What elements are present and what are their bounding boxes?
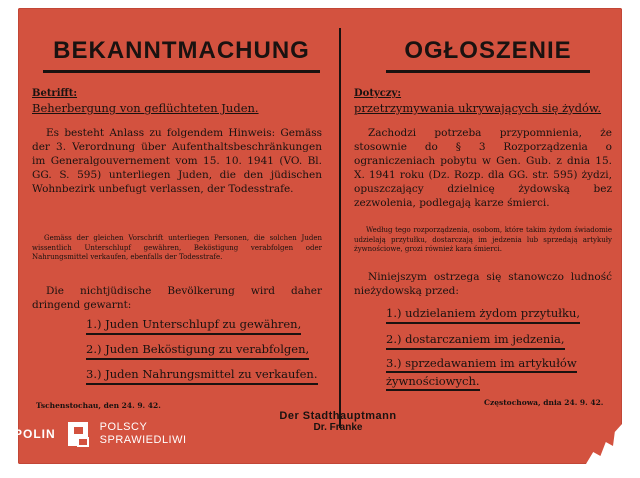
polin-logo-line-2: SPRAWIEDLIWI [99,434,187,446]
german-betrifft-label: Betrifft: [32,88,78,99]
polish-item-3 [386,354,586,392]
polin-logo-text [100,421,187,447]
polish-column [350,8,612,407]
polin-logo-line-1: POLSCY [99,421,148,433]
german-item-3: 3.) Juden Nahrungsmittel zu verkaufen. [86,367,318,385]
polish-subject: przetrzymywania ukrywających się żydów. [354,101,602,115]
polish-item-2: 2.) dostarczaniem im jedzenia, [386,332,565,350]
german-small-paragraph: Gemäss der gleichen Vorschrift unterliegen Personen, die solchen Juden wissentlich Unterschlupf gewähren, Beköstigung verabfolgen oder Nahrungsmittel verkaufen, ebenfalls der Todesstrafe. [32,234,322,261]
polish-item-3-text: 3.) sprzedawaniem im artykułów żywnościowych. [386,356,577,391]
german-paragraph-2: Die nichtjüdische Bevölkerung wird daher dringend gewarnt: [32,285,322,311]
german-title: BEKANNTMACHUNG [43,36,320,73]
polin-logo [14,420,187,448]
german-item-2: 2.) Juden Beköstigung zu verabfolgen, [86,342,309,360]
signature-name: Dr. Franke [313,422,363,433]
column-divider [339,28,341,428]
polish-dotyczy-label: Dotyczy: [354,88,402,99]
signature-title: Der Stadthauptmann [279,410,397,422]
polish-title: OGŁOSZENIE [386,36,590,73]
german-dateline: Tschenstochau, den 24. 9. 42. [36,401,161,410]
german-column [28,8,322,410]
german-paragraph-1: Es besteht Anlass zu folgendem Hinweis: Gemäss der 3. Verordnung über Aufenthaltsbeschränkungen im Generalgouvernement vom 15. 10. 1941 (VO. Bl. GG. S. 595) unterliegen Juden, die den jüdischen Wohnbezirk unbefugt verlassen, der Todesstrafe. [32,127,322,195]
poster [18,8,622,464]
signature-block [248,410,428,433]
torn-corner [586,424,622,464]
polish-paragraph-2: Niniejszym ostrzega się stanowczo ludność nieżydowską przed: [354,271,612,297]
polin-mark-icon [64,420,92,448]
polish-paragraph-1: Zachodzi potrzeba przypomnienia, że stosownie do § 3 Rozporządzenia o ograniczeniach pobytu w Gen. Gub. z dnia 15. X. 1941 roku (Dz. Rozp. dla GG. str. 595) żydzi, opuszczający dzielnicę żydowską bez zezwolenia, podlegają karze śmierci. [354,127,612,209]
polish-small-paragraph: Według tego rozporządzenia, osobom, które takim żydom świadomie udzielają przytułku, dostarczają im jedzenia lub sprzedają artykuły żywnościowe, grozi również kara śmierci. [354,226,612,253]
polish-item-1: 1.) udzielaniem żydom przytułku, [386,306,580,324]
polish-dateline: Częstochowa, dnia 24. 9. 42. [484,398,604,407]
polin-wordmark: POLIN [14,427,56,441]
german-item-1: 1.) Juden Unterschlupf zu gewähren, [86,317,301,335]
german-subject: Beherbergung von geflüchteten Juden. [32,101,259,115]
